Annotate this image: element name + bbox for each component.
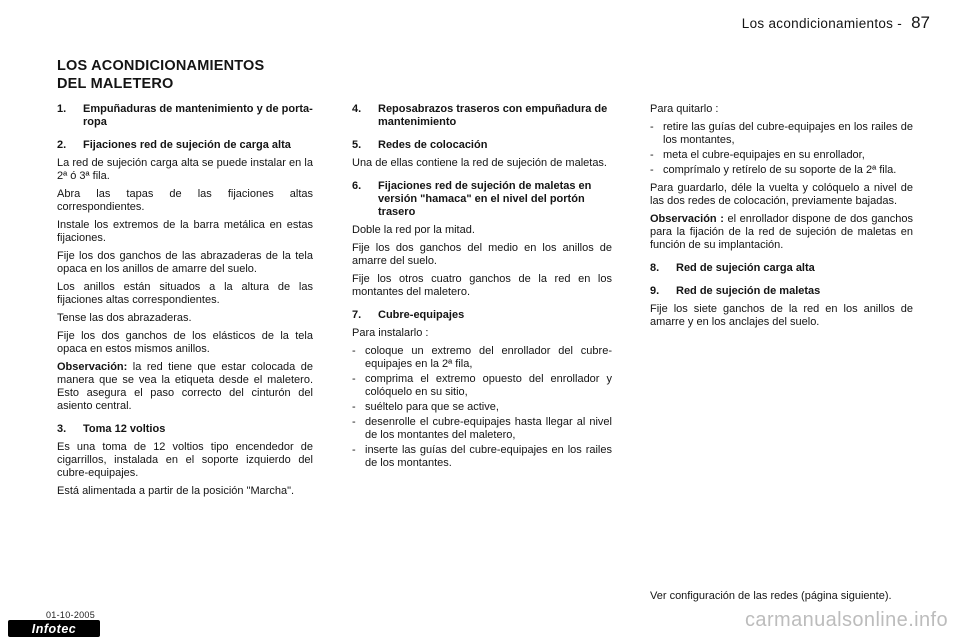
text-column-2 bbox=[352, 103, 612, 475]
dash-list-item bbox=[352, 345, 612, 371]
item-number: 6. bbox=[352, 180, 362, 192]
item-heading-text: Red de sujeción de maletas bbox=[676, 285, 821, 297]
dash-bullet: - bbox=[352, 416, 356, 428]
dash-list-item bbox=[352, 373, 612, 399]
dash-item-text: retire las guías del cubre-equipajes en los railes de los montantes, bbox=[663, 121, 913, 146]
paragraph: Para guardarlo, déle la vuelta y colóquelo a nivel de las dos redes de colocación, previamente bajadas. bbox=[650, 182, 913, 207]
paragraph: Está alimentada a partir de la posición "Marcha". bbox=[57, 485, 295, 497]
item-heading bbox=[650, 285, 913, 298]
paragraph: Fije los otros cuatro ganchos de la red en los montantes del maletero. bbox=[352, 273, 612, 298]
item-heading-text: Fijaciones red de sujeción de carga alta bbox=[83, 139, 291, 151]
header-page-number: 87 bbox=[911, 13, 930, 32]
bold-lead: Observación: bbox=[57, 361, 128, 373]
header-section-label: Los acondicionamientos - bbox=[741, 16, 903, 31]
bold-lead: Observación : bbox=[650, 213, 724, 225]
dash-bullet: - bbox=[352, 373, 356, 385]
paragraph: La red de sujeción carga alta se puede instalar en la 2ª ó 3ª fila. bbox=[57, 157, 313, 182]
paragraph: Abra las tapas de las fijaciones altas correspondientes. bbox=[57, 188, 313, 213]
text-column-3 bbox=[650, 103, 913, 334]
item-number: 8. bbox=[650, 262, 660, 274]
paragraph: Fije los dos ganchos del medio en los anillos de amarre del suelo. bbox=[352, 242, 612, 267]
dash-bullet: - bbox=[650, 149, 654, 161]
dash-list-item bbox=[352, 401, 612, 414]
paragraph: Tense las dos abrazaderas. bbox=[57, 312, 192, 324]
paragraph: Para instalarlo : bbox=[352, 327, 429, 339]
dash-list bbox=[352, 345, 612, 470]
item-number: 1. bbox=[57, 103, 67, 115]
paragraph: Fije los siete ganchos de la red en los anillos de amarre y en los anclajes del suelo. bbox=[650, 303, 913, 328]
item-heading bbox=[650, 262, 913, 275]
item-heading bbox=[352, 180, 612, 219]
dash-bullet: - bbox=[650, 164, 654, 176]
page-title-line-2: DEL MALETERO bbox=[57, 76, 174, 92]
dash-item-text: desenrolle el cubre-equipajes hasta llegar al nivel de los montantes del maletero, bbox=[365, 416, 612, 441]
item-heading-text: Fijaciones red de sujeción de maletas en versión "hamaca" en el nivel del portón trasero bbox=[378, 180, 592, 218]
item-number: 4. bbox=[352, 103, 362, 115]
paragraph: Fije los dos ganchos de las abrazaderas de la tela opaca en los anillos de amarre del suelo. bbox=[57, 250, 313, 275]
paragraph: Para quitarlo : bbox=[650, 103, 719, 115]
item-heading-text: Red de sujeción carga alta bbox=[676, 262, 815, 274]
item-number: 5. bbox=[352, 139, 362, 151]
item-heading-text: Cubre-equipajes bbox=[378, 309, 465, 321]
dash-bullet: - bbox=[352, 345, 356, 357]
dash-item-text: comprima el extremo opuesto del enrollador y colóquelo en su sitio, bbox=[365, 373, 612, 398]
item-number: 2. bbox=[57, 139, 67, 151]
dash-list-item bbox=[650, 121, 913, 147]
page-title bbox=[57, 57, 264, 93]
paragraph: Fije los dos ganchos de los elásticos de la tela opaca en estos mismos anillos. bbox=[57, 330, 313, 355]
item-heading-text: Redes de colocación bbox=[378, 139, 488, 151]
item-heading-text: Reposabrazos traseros con empuñadura de mantenimiento bbox=[378, 103, 608, 128]
paragraph: Es una toma de 12 voltios tipo encendedor de cigarrillos, instalada en el soporte izquierdo del cubre-equipajes. bbox=[57, 441, 313, 479]
item-number: 9. bbox=[650, 285, 660, 297]
dash-item-text: suéltelo para que se active, bbox=[365, 401, 499, 413]
dash-item-text: inserte las guías del cubre-equipajes en los railes de los montantes. bbox=[365, 444, 612, 469]
dash-list-item bbox=[352, 416, 612, 442]
dash-item-text: coloque un extremo del enrollador del cubre-equipajes en la 2ª fila, bbox=[365, 345, 612, 370]
paragraph: Observación: la red tiene que estar colocada de manera que se vea la etiqueta desde el maletero. Esto asegura el paso correcto del cinturón del asiento central. bbox=[57, 361, 313, 412]
item-heading bbox=[352, 139, 612, 152]
page-header bbox=[742, 13, 930, 33]
dash-bullet: - bbox=[352, 401, 356, 413]
infotec-logo: Infotec bbox=[8, 620, 100, 637]
site-watermark: carmanualsonline.info bbox=[745, 609, 948, 631]
see-next-page-note: Ver configuración de las redes (página siguiente). bbox=[650, 590, 892, 602]
dash-bullet: - bbox=[352, 444, 356, 456]
item-heading bbox=[57, 423, 313, 436]
paragraph: Una de ellas contiene la red de sujeción de maletas. bbox=[352, 157, 607, 169]
dash-bullet: - bbox=[650, 121, 654, 133]
dash-list bbox=[650, 121, 913, 177]
item-heading bbox=[57, 103, 313, 129]
dash-list-item bbox=[650, 164, 913, 177]
page-title-line-1: LOS ACONDICIONAMIENTOS bbox=[57, 58, 265, 74]
item-heading-text: Toma 12 voltios bbox=[83, 423, 166, 435]
item-number: 3. bbox=[57, 423, 67, 435]
item-number: 7. bbox=[352, 309, 362, 321]
text-column-1 bbox=[57, 103, 313, 503]
paragraph: Observación : el enrollador dispone de dos ganchos para la fijación de la red de sujeción de maletas en función de su implantación. bbox=[650, 213, 913, 251]
paragraph: Instale los extremos de la barra metálica en estas fijaciones. bbox=[57, 219, 313, 244]
item-heading bbox=[352, 103, 612, 129]
dash-item-text: comprímalo y retírelo de su soporte de la 2ª fila. bbox=[663, 164, 897, 176]
paragraph: Los anillos están situados a la altura de las fijaciones altas correspondientes. bbox=[57, 281, 313, 306]
dash-item-text: meta el cubre-equipajes en su enrollador, bbox=[663, 149, 865, 161]
paragraph: Doble la red por la mitad. bbox=[352, 224, 475, 236]
dash-list-item bbox=[650, 149, 913, 162]
dash-list-item bbox=[352, 444, 612, 470]
item-heading-text: Empuñaduras de mantenimiento y de porta-ropa bbox=[83, 103, 313, 128]
print-date: 01-10-2005 bbox=[46, 610, 96, 620]
item-heading bbox=[352, 309, 612, 322]
item-heading bbox=[57, 139, 313, 152]
